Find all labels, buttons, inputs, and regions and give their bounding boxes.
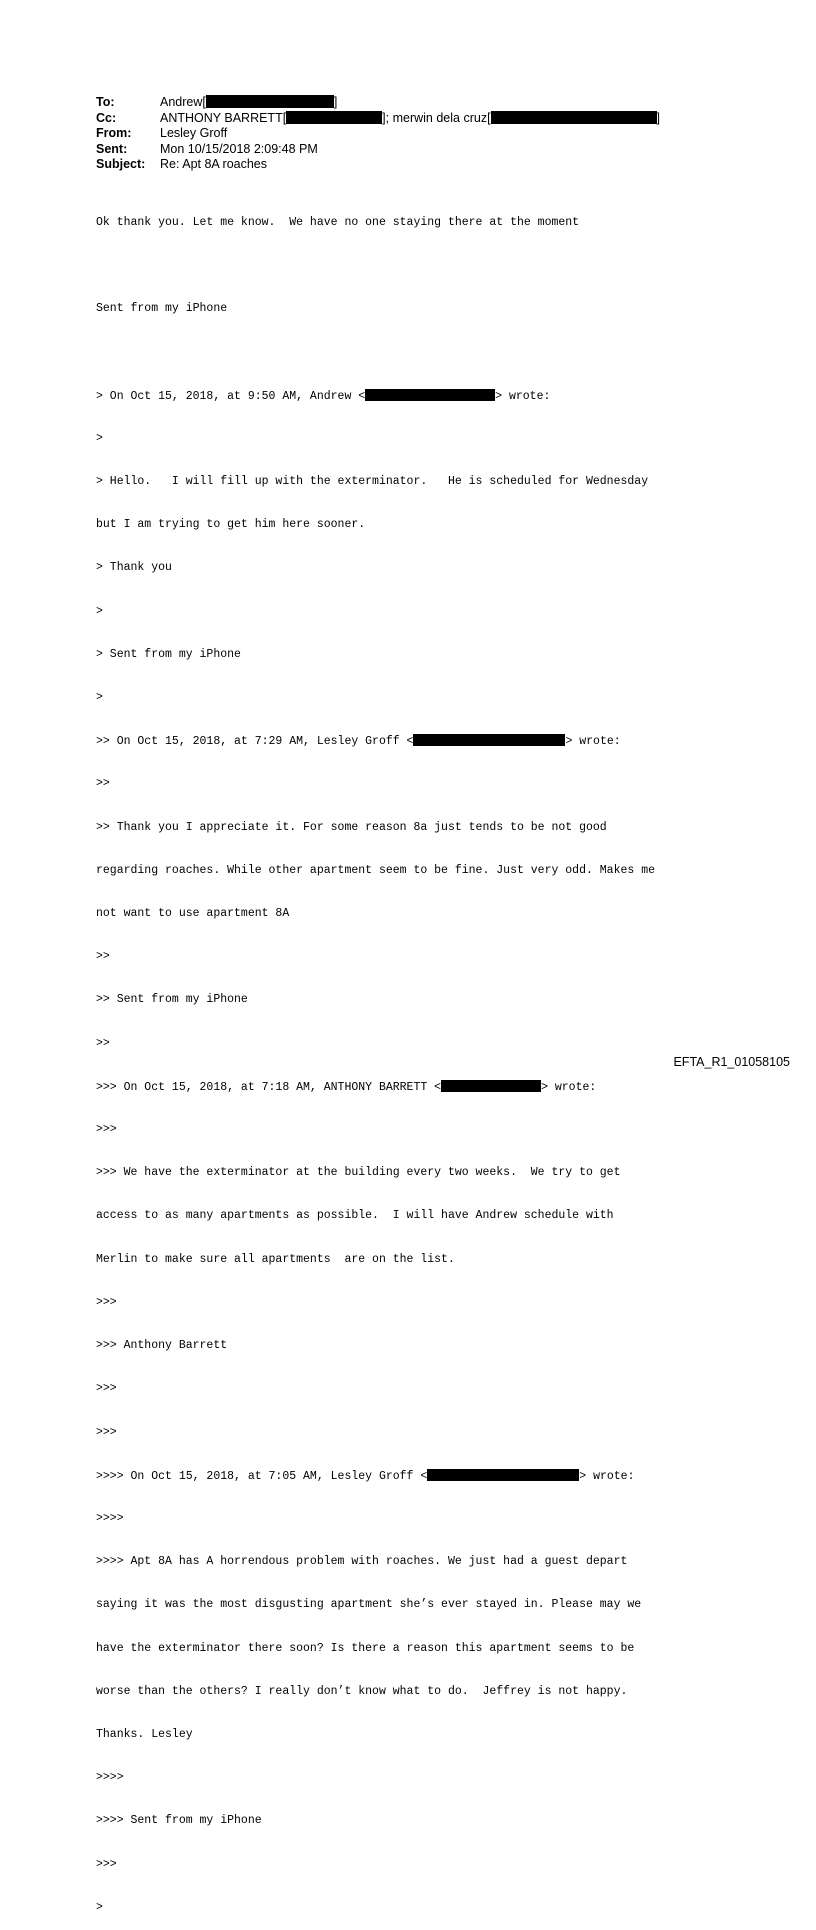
body-line: >>	[96, 777, 110, 791]
cc-row	[96, 111, 660, 127]
quoted-header-line	[96, 734, 655, 748]
body-line: regarding roaches. While other apartment seem to be fine. Just very odd. Makes me	[96, 863, 655, 877]
redaction-bar	[365, 389, 495, 401]
body-line: have the exterminator there soon? Is there a reason this apartment seems to be	[96, 1641, 635, 1655]
bates-number: EFTA_R1_01058105	[673, 1055, 790, 1069]
to-label: To:	[96, 95, 115, 109]
redaction-bar	[427, 1469, 579, 1481]
body-line: >	[96, 604, 103, 618]
cc-mid: ]; merwin dela cruz[	[382, 110, 491, 125]
redaction-bar	[206, 95, 334, 108]
body-line: >>	[96, 950, 110, 964]
quoted-header-line	[96, 389, 655, 403]
body-line	[96, 345, 655, 359]
subject-row	[96, 157, 660, 173]
body-line: >>> We have the exterminator at the building every two weeks. We try to get	[96, 1166, 621, 1180]
quoted-header-wrote: > wrote:	[495, 389, 551, 403]
quoted-header-wrote: > wrote:	[541, 1080, 597, 1094]
quoted-header-wrote: > wrote:	[565, 735, 621, 749]
quoted-header-text: >> On Oct 15, 2018, at 7:29 AM, Lesley Groff <	[96, 735, 414, 749]
email-header	[96, 95, 660, 173]
body-line: worse than the others? I really don’t know what to do. Jeffrey is not happy.	[96, 1684, 628, 1698]
from-row	[96, 126, 660, 142]
body-line: >> Thank you I appreciate it. For some reason 8a just tends to be not good	[96, 820, 607, 834]
quoted-header-text: >>>> On Oct 15, 2018, at 7:05 AM, Lesley Groff <	[96, 1469, 428, 1483]
subject-label: Subject:	[96, 157, 146, 171]
body-line: >>> Anthony Barrett	[96, 1339, 228, 1353]
quoted-header-line	[96, 1080, 655, 1094]
body-line: but I am trying to get him here sooner.	[96, 518, 366, 532]
cc-close: ]	[656, 110, 661, 125]
body-line: >>>	[96, 1857, 117, 1871]
body-line: >>>	[96, 1295, 117, 1309]
from-value: Lesley Groff	[160, 126, 228, 140]
body-line: > Sent from my iPhone	[96, 647, 241, 661]
from-label: From:	[96, 126, 132, 140]
body-line: Thanks. Lesley	[96, 1727, 193, 1741]
email-body	[96, 187, 655, 1930]
to-name: Andrew[	[160, 95, 206, 109]
body-line: >>>> Sent from my iPhone	[96, 1814, 262, 1828]
body-line: saying it was the most disgusting apartment she’s ever stayed in. Please may we	[96, 1598, 642, 1612]
body-line: >	[96, 431, 103, 445]
cc-label: Cc:	[96, 110, 117, 125]
body-line: >>>	[96, 1382, 117, 1396]
redaction-bar	[286, 111, 382, 124]
body-line: >>>	[96, 1123, 117, 1137]
body-line: >>>> Apt 8A has A horrendous problem with roaches. We just had a guest depart	[96, 1555, 628, 1569]
body-line: Sent from my iPhone	[96, 302, 228, 316]
to-row	[96, 95, 660, 111]
quoted-header-line	[96, 1469, 655, 1483]
subject-value: Re: Apt 8A roaches	[160, 157, 268, 171]
to-close: ]	[333, 95, 338, 109]
sent-label: Sent:	[96, 141, 128, 156]
body-line: >> Sent from my iPhone	[96, 993, 248, 1007]
redaction-bar	[491, 111, 657, 124]
body-line: >>>>	[96, 1771, 124, 1785]
redaction-bar	[413, 734, 565, 746]
sent-value: Mon 10/15/2018 2:09:48 PM	[160, 141, 318, 156]
redaction-bar	[441, 1080, 541, 1092]
quoted-header-text: >>> On Oct 15, 2018, at 7:18 AM, ANTHONY BARRETT <	[96, 1080, 442, 1094]
cc-name: ANTHONY BARRETT[	[160, 110, 287, 125]
quoted-header-wrote: > wrote:	[579, 1469, 635, 1483]
body-line: > Hello. I will fill up with the exterminator. He is scheduled for Wednesday	[96, 475, 649, 489]
quoted-header-text: > On Oct 15, 2018, at 9:50 AM, Andrew <	[96, 389, 366, 403]
body-line: >	[96, 691, 103, 705]
body-line: >	[96, 1900, 103, 1914]
body-line: >>>>	[96, 1511, 124, 1525]
body-line: >>	[96, 1036, 110, 1050]
body-line: >>>	[96, 1425, 117, 1439]
body-line	[96, 259, 655, 273]
body-line: Ok thank you. Let me know. We have no one staying there at the moment	[96, 215, 580, 229]
body-line: not want to use apartment 8A	[96, 907, 290, 921]
body-line: > Thank you	[96, 561, 172, 575]
body-line: Merlin to make sure all apartments are on the list.	[96, 1252, 455, 1266]
sent-row	[96, 142, 660, 158]
body-line: access to as many apartments as possible. I will have Andrew schedule with	[96, 1209, 614, 1223]
